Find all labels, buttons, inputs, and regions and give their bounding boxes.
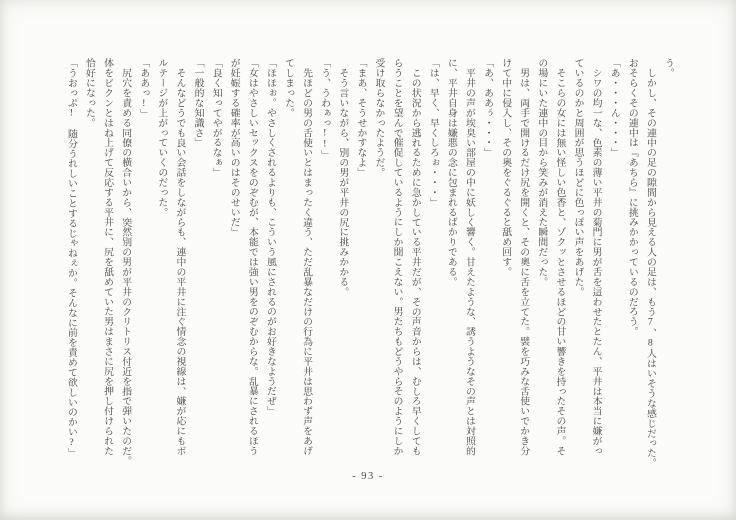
text-column: 「は、早く、早くしろぉ・・・」 <box>427 58 439 208</box>
text-column: が妊娠する確率が高いのはそのせいだ」 <box>228 58 240 237</box>
text-column: しかし、その連中の足の隙間から見える人の足は、もう7、8人はいそうな感じだった。 <box>644 67 656 468</box>
text-column: シワの均一な、色素の薄い平井の菊門に男が舌を這わせたとたん、平井は本当に嫌がっ <box>590 67 602 456</box>
text-column: ルテージが上がっていくのだった。 <box>156 58 168 218</box>
text-column: 「ああっ!」 <box>138 58 150 119</box>
text-column: 平井の声が埃臭い部屋の中に妖しく響く。甘えたような、誘うようなその声とは対照的 <box>463 67 475 456</box>
text-column: ているのかと周囲が思うほどに色っぽい声をあげた。 <box>572 58 584 297</box>
text-column: 「良く知ってやがるなぁ」 <box>210 58 222 178</box>
text-column: 男は、両手で開けるだけ尻を開くと、その奥に舌を立てた。襞を巧みな舌使いでかき分 <box>518 67 530 456</box>
text-column: 「まあ、そうせかすなよ」 <box>355 58 367 178</box>
text-column: おそらくその連中は『あちら』に挑みかかっているのだろう。 <box>626 58 638 337</box>
text-column: そこらの女には無い怪しい色香と、ゾクッとさせるほどの甘い響きを持ったその声。そ <box>554 67 566 456</box>
text-column: そんなどうでも良い会話をしながらも、連中の平井に注ぐ情念の視線は、嫌が応にもボ <box>174 67 186 456</box>
text-column: けて中に侵入し、その奥をぐるぐると舐め回す。 <box>500 58 512 277</box>
text-column: 尻穴を責める同僚の横合いから、突然別の男が平井のクリトリス付近を指で弾いたのだ。 <box>120 67 132 466</box>
vertical-text-body <box>62 58 677 468</box>
text-column: 「う、うわぁっ!!」 <box>319 58 331 160</box>
text-column: 「あ、ああぅ・・・」 <box>482 58 494 158</box>
text-column: の場にいた連中の目から笑みが消えた瞬間だった。 <box>536 58 548 287</box>
text-column: う。 <box>663 58 674 78</box>
text-column: てしまった。 <box>283 58 295 118</box>
text-column: 「一般的な知識さ」 <box>192 58 204 148</box>
text-column: 先ほどの男の舌使いとはまったく違う、ただ乱暴なだけの行為に平井は思わず声をあげ <box>301 67 313 456</box>
text-column: 「あ・・・ん・・・」 <box>608 58 620 158</box>
text-column: 恰好になった。 <box>84 58 95 128</box>
text-column: そう言いながら、別の男が平井の尻に挑みかかる。 <box>337 67 349 297</box>
text-column: 体をビクンとはね上げて反応する平井に、尻を舐めていた男はまさに尻を押し付けられた <box>102 58 114 456</box>
text-column: この状況から逃れるために急かしている平井だが、その声音からは、むしろ早くしても <box>409 67 421 456</box>
text-column: に、平井自身は嫌悪の念に包まれるばかりである。 <box>445 58 457 287</box>
text-column: らうことを望んで催促しているようにしか聞こえない。男たちもどうやらそのようにしか <box>391 58 403 456</box>
text-column: 「女はやさしいセックスをのぞむが、本能では強い男をのぞむからな。乱暴にされるほう <box>246 58 258 456</box>
text-column: 受け取らなかったようだ。 <box>373 58 385 178</box>
text-column: 「うおっぷ! 随分うれしいことするじゃねぇか。そんなに前を責めて欲しいのかい?」 <box>65 58 77 458</box>
page-number: - 93 - <box>352 471 384 482</box>
text-column: 「ほほぉ。やさしくされるよりも、こういう風にされるのがお好きなようだぜ」 <box>264 58 276 416</box>
